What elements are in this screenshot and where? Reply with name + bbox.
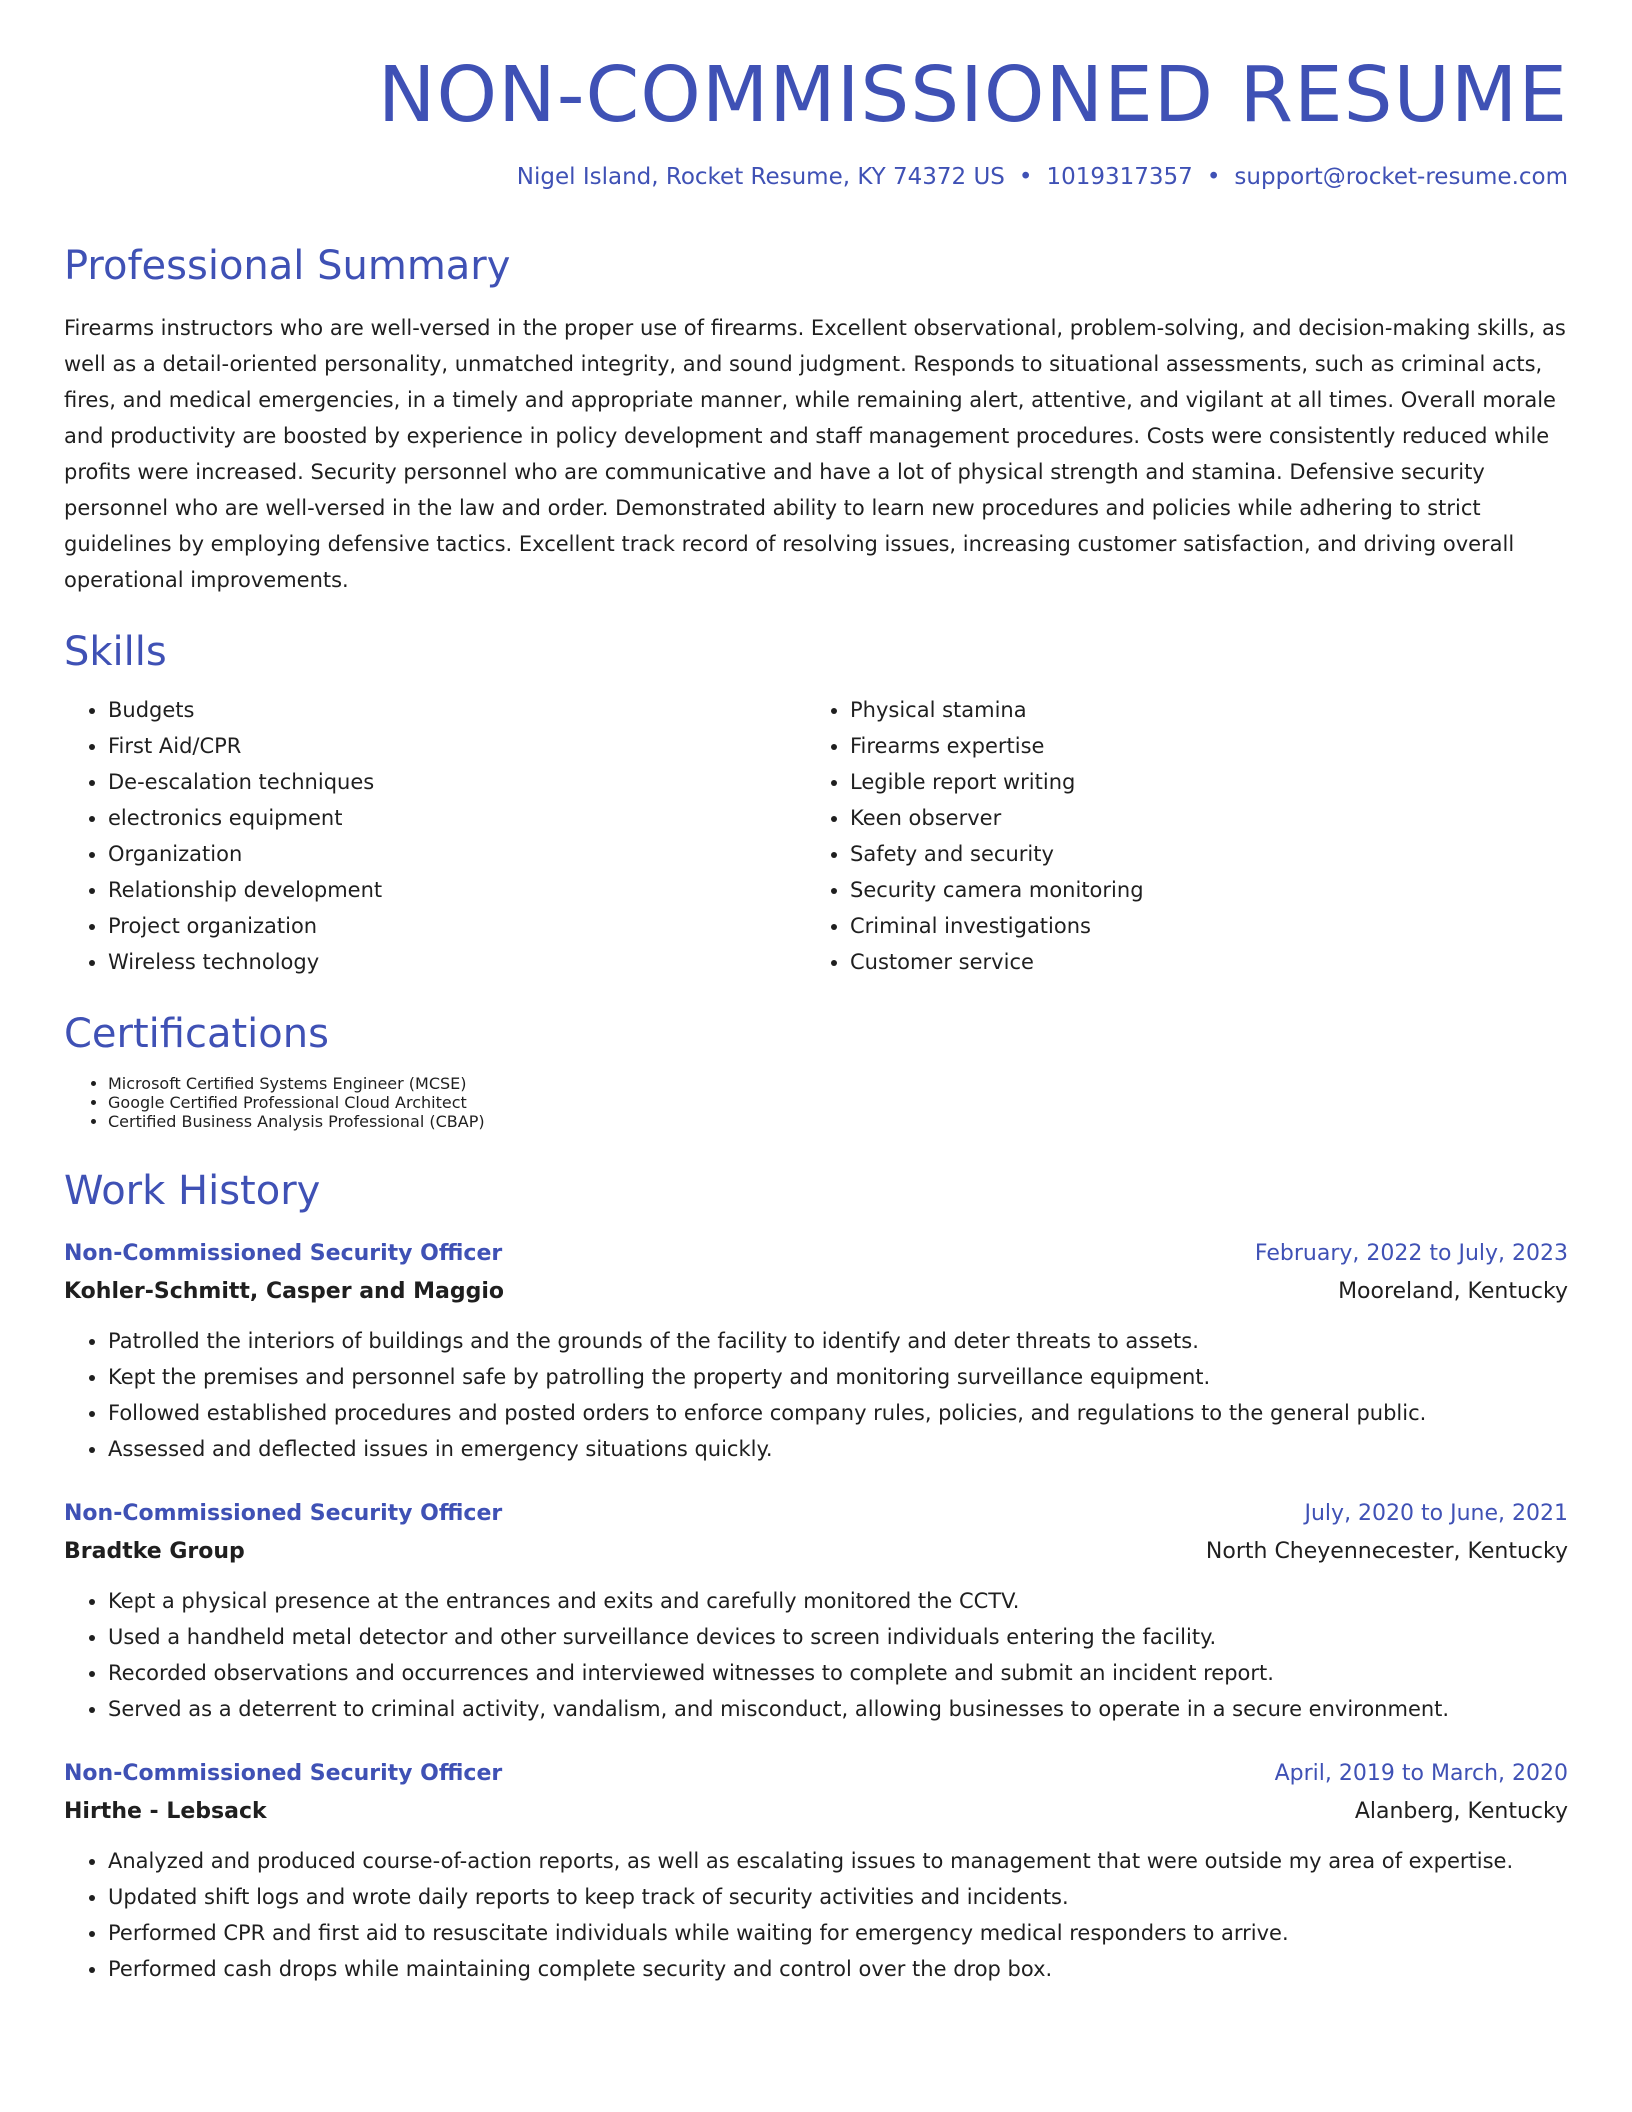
certification-item: • Certified Business Analysis Professional (CBAP) [108,1112,1568,1131]
job-entry [64,1235,1568,1467]
job-bullet: • Performed cash drops while maintaining complete security and control over the drop box. [108,1951,1568,1987]
skill-item: • Legible report writing [850,764,1548,800]
job-bullets [64,1583,1568,1727]
skill-item: • First Aid/CPR [108,728,806,764]
job-title: Non-Commissioned Security Officer [64,1241,503,1267]
resume-name: NON-COMMISSIONED RESUME [377,51,1568,140]
skills-heading: Skills [64,629,167,676]
job-title: Non-Commissioned Security Officer [64,1761,503,1787]
resume-header [64,0,1568,192]
certification-item: • Microsoft Certified Systems Engineer (MCSE) [108,1074,1568,1093]
skill-item: • Physical stamina [850,692,1548,728]
skills-column-right [806,692,1548,980]
job-company: Kohler-Schmitt, Casper and Maggio [64,1279,505,1305]
job-company: Bradtke Group [64,1539,245,1565]
skill-item: • Organization [108,836,806,872]
certifications-list [64,1074,1568,1131]
skill-item: • Wireless technology [108,944,806,980]
job-location: Alanberg, Kentucky [1354,1799,1568,1825]
job-title-row [64,1235,1568,1273]
job-entry [64,1495,1568,1727]
job-title-row [64,1495,1568,1533]
skill-item: • Criminal investigations [850,908,1548,944]
job-location: North Cheyennecester, Kentucky [1205,1539,1568,1565]
job-dates: April, 2019 to March, 2020 [1274,1761,1568,1787]
job-bullet: • Kept a physical presence at the entrances and exits and carefully monitored the CCTV. [108,1583,1568,1619]
skill-item: • electronics equipment [108,800,806,836]
resume-page [64,0,1568,1987]
skill-item: • Customer service [850,944,1548,980]
job-title-row [64,1755,1568,1793]
job-bullet: • Used a handheld metal detector and other surveillance devices to screen individuals entering the facility. [108,1619,1568,1655]
contact-separator: • [1206,163,1221,190]
job-bullet: • Recorded observations and occurrences and interviewed witnesses to complete and submit an incident report. [108,1655,1568,1691]
contact-line [64,163,1568,193]
certification-item: • Google Certified Professional Cloud Architect [108,1093,1568,1112]
job-company-row [64,1793,1568,1831]
job-bullet: • Performed CPR and first aid to resuscitate individuals while waiting for emergency medical responders to arrive. [108,1915,1568,1951]
contact-phone: 1019317357 [1046,163,1193,190]
job-bullets [64,1323,1568,1467]
job-company: Hirthe - Lebsack [64,1799,267,1825]
skills-list [64,692,1568,980]
skill-item: • Security camera monitoring [850,872,1548,908]
skill-item: • Relationship development [108,872,806,908]
certifications-heading: Certifications [64,1011,329,1058]
contact-separator: • [1018,163,1033,190]
job-bullet: • Patrolled the interiors of buildings and the grounds of the facility to identify and deter threats to assets. [108,1323,1568,1359]
skill-item: • Keen observer [850,800,1548,836]
skill-item: • Budgets [108,692,806,728]
job-bullet: • Kept the premises and personnel safe by patrolling the property and monitoring surveillance equipment. [108,1359,1568,1395]
job-bullet: • Served as a deterrent to criminal activity, vandalism, and misconduct, allowing businesses to operate in a secure environment. [108,1691,1568,1727]
job-company-row [64,1273,1568,1311]
job-bullet: • Followed established procedures and posted orders to enforce company rules, policies, and regulations to the general public. [108,1395,1568,1431]
job-company-row [64,1533,1568,1571]
job-dates: February, 2022 to July, 2023 [1254,1241,1568,1267]
job-bullet: • Assessed and deflected issues in emergency situations quickly. [108,1431,1568,1467]
skill-item: • Safety and security [850,836,1548,872]
job-bullet: • Analyzed and produced course-of-action reports, as well as escalating issues to management that were outside my area of expertise. [108,1843,1568,1879]
skill-item: • De-escalation techniques [108,764,806,800]
summary-text: Firearms instructors who are well-versed in the proper use of firearms. Excellent observational, problem-solving, and decision-making skills, as well as a detail-oriented personality, unmatched integrity, and sound judgment. Responds to situational assessments, such as criminal acts, fires, and medical emergencies, in a timely and appropriate manner, while remaining alert, attentive, and vigilant at all times. Overall morale and productivity are boosted by experience in policy development and staff management procedures. Costs were consistently reduced while profits were increased. Security personnel who are communicative and have a lot of physical strength and stamina. Defensive security personnel who are well-versed in the law and order. Demonstrated ability to learn new procedures and policies while adhering to strict guidelines by employing defensive tactics. Excellent track record of resolving issues, increasing customer satisfaction, and driving overall operational improvements. [64,316,1566,593]
contact-address: Nigel Island, Rocket Resume, KY 74372 US [516,163,1005,190]
job-title: Non-Commissioned Security Officer [64,1501,503,1527]
contact-email: support@rocket-resume.com [1234,163,1568,190]
job-location: Mooreland, Kentucky [1338,1279,1568,1305]
work-history-heading: Work History [64,1168,321,1215]
job-bullet: • Updated shift logs and wrote daily reports to keep track of security activities and incidents. [108,1879,1568,1915]
skill-item: • Project organization [108,908,806,944]
summary-heading: Professional Summary [64,243,511,290]
job-bullets [64,1843,1568,1987]
skills-column-left [64,692,806,980]
job-entry [64,1755,1568,1987]
skill-item: • Firearms expertise [850,728,1548,764]
job-dates: July, 2020 to June, 2021 [1304,1501,1568,1527]
